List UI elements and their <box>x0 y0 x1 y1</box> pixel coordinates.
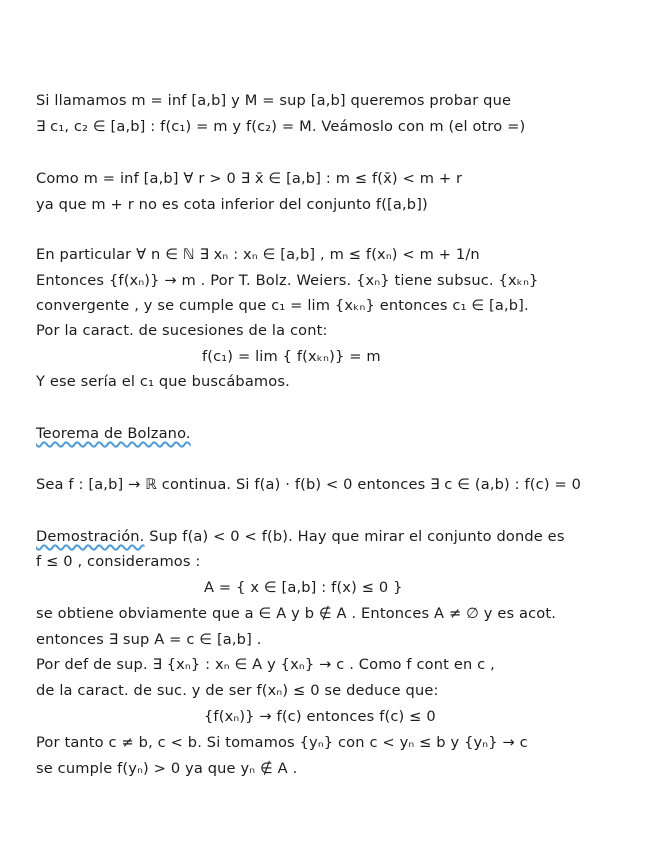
text-line: Y ese sería el c₁ que buscábamos. <box>36 373 290 390</box>
equation: {f(xₙ)} → f(c) entonces f(c) ≤ 0 <box>204 708 436 725</box>
theorem-statement: Sea f : [a,b] → ℝ continua. Si f(a) · f(b) < 0 entonces ∃ c ∈ (a,b) : f(c) = 0 <box>36 476 582 493</box>
text-line: Por def de sup. ∃ {xₙ} : xₙ ∈ A y {xₙ} → c . Como f cont en c , <box>36 656 495 673</box>
text-line: Si llamamos m = inf [a,b] y M = sup [a,b] queremos probar que <box>36 92 512 109</box>
text-line: Como m = inf [a,b] ∀ r > 0 ∃ x̄ ∈ [a,b] : m ≤ f(x̄) < m + r <box>36 170 463 187</box>
proof-label: Demostración. <box>36 528 145 545</box>
text-line: se obtiene obviamente que a ∈ A y b ∉ A . Entonces A ≠ ∅ y es acot. <box>36 605 557 622</box>
text-line: entonces ∃ sup A = c ∈ [a,b] . <box>36 631 262 648</box>
text-line: Entonces {f(xₙ)} → m . Por T. Bolz. Weiers. {xₙ} tiene subsuc. {xₖₙ} <box>36 272 539 289</box>
text-line: Por la caract. de sucesiones de la cont: <box>36 322 328 339</box>
text-line: Por tanto c ≠ b, c < b. Si tomamos {yₙ} con c < yₙ ≤ b y {yₙ} → c <box>36 734 528 751</box>
text-line: ya que m + r no es cota inferior del conjunto f([a,b]) <box>36 196 428 213</box>
text-line: En particular ∀ n ∈ ℕ ∃ xₙ : xₙ ∈ [a,b] , m ≤ f(xₙ) < m + 1/n <box>36 246 480 263</box>
section-heading: Teorema de Bolzano. <box>36 425 191 442</box>
text-line: se cumple f(yₙ) > 0 ya que yₙ ∉ A . <box>36 760 298 777</box>
text-line: f ≤ 0 , consideramos : <box>36 553 201 570</box>
proof-text: Sup f(a) < 0 < f(b). Hay que mirar el conjunto donde es <box>144 528 565 545</box>
proof-line <box>36 528 565 546</box>
text-line: ∃ c₁, c₂ ∈ [a,b] : f(c₁) = m y f(c₂) = M. Veámoslo con m (el otro =) <box>36 118 526 135</box>
text-line: de la caract. de suc. y de ser f(xₙ) ≤ 0 se deduce que: <box>36 682 439 699</box>
equation: f(c₁) = lim { f(xₖₙ)} = m <box>202 348 381 365</box>
equation: A = { x ∈ [a,b] : f(x) ≤ 0 } <box>204 579 403 596</box>
text-line: convergente , y se cumple que c₁ = lim {xₖₙ} entonces c₁ ∈ [a,b]. <box>36 297 529 314</box>
